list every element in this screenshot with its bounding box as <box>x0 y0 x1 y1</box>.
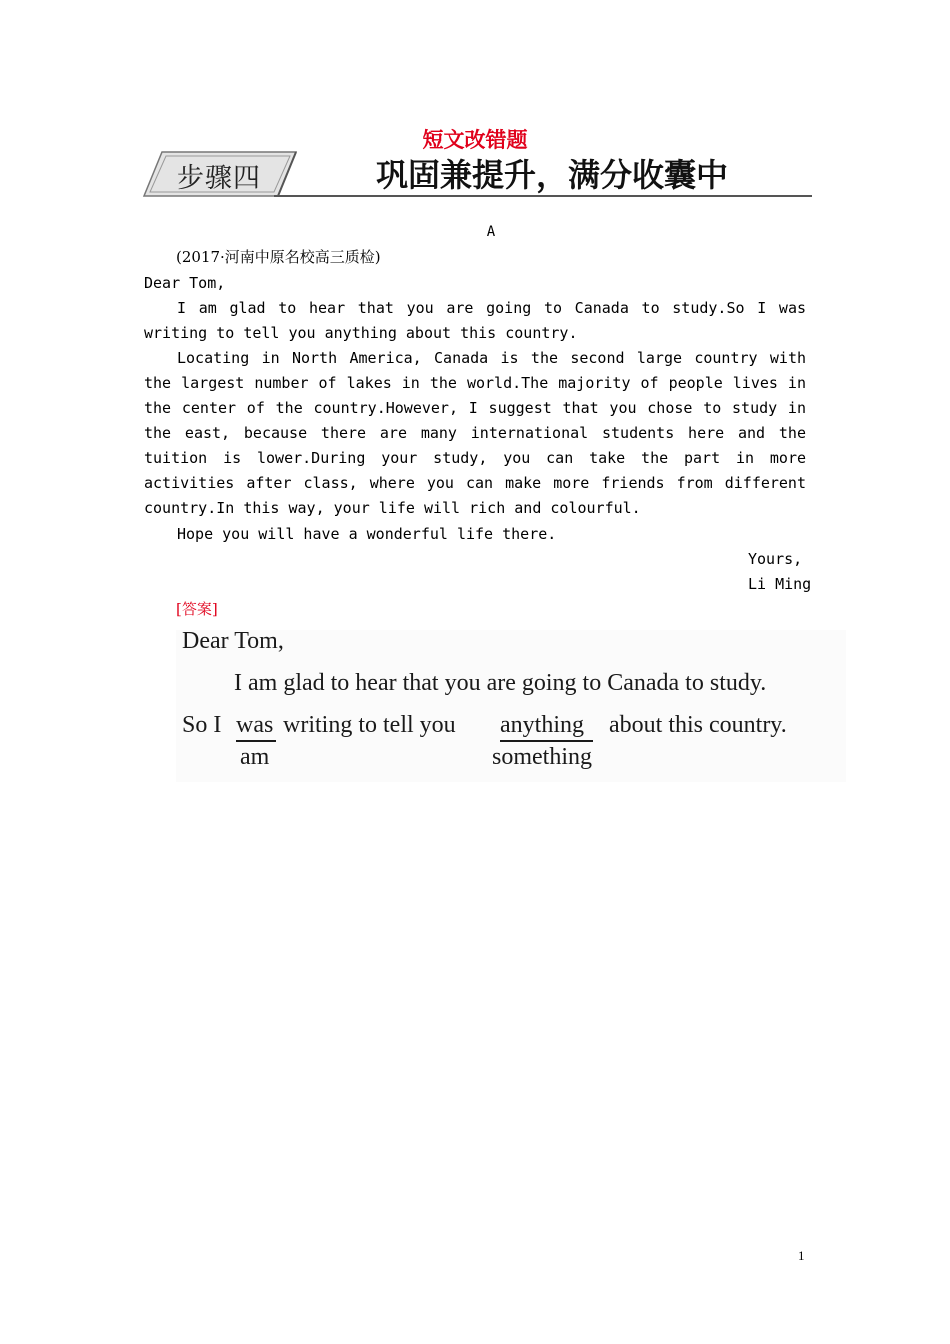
letter-paragraph: Hope you will have a wonderful life there. <box>177 525 557 543</box>
correction-word: am <box>240 744 270 770</box>
letter-signature: Li Ming <box>748 575 812 593</box>
letter-closing: Yours, <box>748 550 803 568</box>
letter-paragraph: Locating in North America, Canada is the second large country with the largest number of lakes in the world.The majority of people lives in the center of the country.However, I suggest that you chose to study in the east, because there are many international students here and the tuition is lower.During your study, you can take the part in more activities after class, where you can make more friends from different country.In this way, your life will rich and colourful. <box>144 349 806 517</box>
section-letter: A <box>486 224 496 240</box>
correction-word: something <box>492 744 592 770</box>
step-label: 步骤四 <box>177 163 261 194</box>
answer-error-word: was <box>236 712 274 738</box>
answer-line: I am glad to hear that you are going to Canada to study. <box>234 670 767 696</box>
category-title: 短文改错题 <box>422 128 528 152</box>
answer-label: [答案] <box>176 600 218 618</box>
answer-text: about this country. <box>609 712 787 738</box>
error-underline <box>236 740 276 742</box>
answer-line: Dear Tom, <box>182 628 284 654</box>
error-underline <box>500 740 593 742</box>
answer-error-word: anything <box>500 712 584 738</box>
exam-source: (2017·河南中原名校高三质检) <box>176 248 381 266</box>
banner-title: 巩固兼提升，满分收囊中 <box>376 156 729 194</box>
letter-greeting: Dear Tom, <box>144 274 226 292</box>
answer-text: So I <box>182 712 222 738</box>
answer-text: writing to tell you <box>283 712 456 738</box>
letter-paragraph: I am glad to hear that you are going to Canada to study.So I was writing to tell you anything about this country. <box>144 299 806 342</box>
page-number: 1 <box>798 1248 805 1263</box>
